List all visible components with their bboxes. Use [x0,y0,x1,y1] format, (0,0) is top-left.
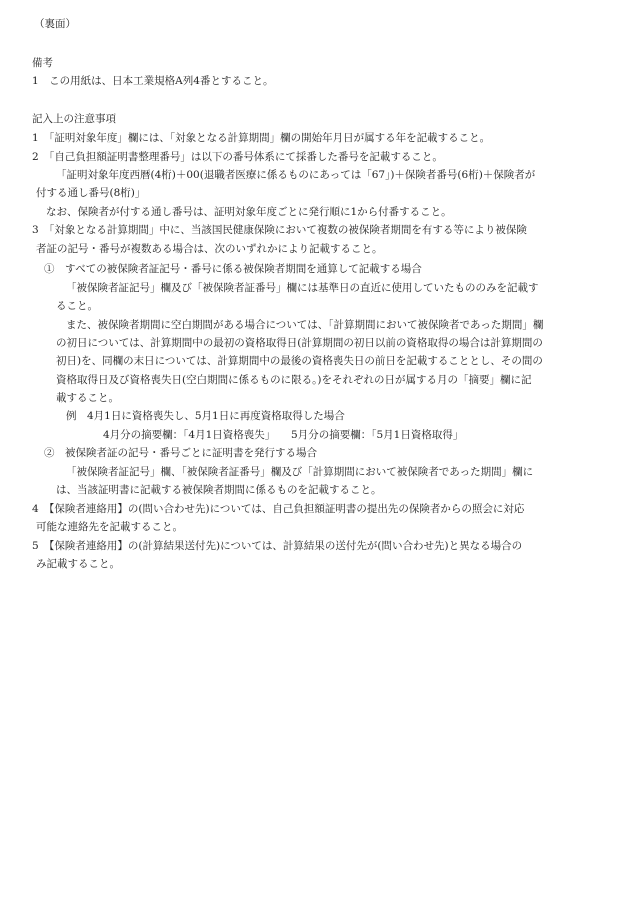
sub-item-1-line-5: 初日)を、同欄の末日については、計算期間中の最後の資格喪失日の前日を記載することとし、その間の [56,355,543,367]
remarks-item-1: 1 この用紙は、日本工業規格A列4番とすること。 [32,75,274,87]
notes-item-2: 2 「自己負担額証明書整理番号」は以下の番号体系にて採番した番号を記載すること。 [32,151,443,163]
notes-item-4: 4 【保険者連絡用】の(問い合わせ先)については、自己負担額証明書の提出先の保険者からの照会に対応 [32,503,525,515]
sub-item-1-line-1: 「被保険者証記号」欄及び「被保険者証番号」欄には基準日の直近に使用していたもののみを記載す [66,282,539,294]
sub-item-1-line-6: 資格取得日及び資格喪失日(空白期間に係るものに限る。)をそれぞれの日が属する月の「摘要」欄に記 [56,374,532,386]
notes-item-4-cont: 可能な連絡先を記載すること。 [36,521,183,533]
notes-item-2-note: なお、保険者が付する通し番号は、証明対象年度ごとに発行順に1から付番すること。 [46,206,452,218]
remarks-heading: 備考 [32,57,53,69]
sub-item-2-line-2: は、当該証明書に記載する被保険者期間に係るものを記載すること。 [56,484,382,496]
notes-item-5: 5 【保険者連絡用】の(計算結果送付先)については、計算結果の送付先が(問い合わせ先)と異なる場合の [32,540,523,552]
example-title: 例 4月1日に資格喪失し、5月1日に再度資格取得した場合 [66,410,345,422]
notes-item-5-cont: み記載すること。 [36,558,120,570]
sub-item-1-line-2: ること。 [56,300,98,312]
sub-item-1-title: ① すべての被保険者証記号・番号に係る被保険者期間を通算して記載する場合 [44,263,422,275]
side-label: （裏面） [34,18,76,30]
sub-item-1-line-7: 載すること。 [56,392,119,404]
sub-item-1-line-3: また、被保険者期間に空白期間がある場合については、「計算期間において被保険者であった期間」欄 [66,319,544,331]
notes-item-3-cont: 者証の記号・番号が複数ある場合は、次のいずれかにより記載すること。 [36,243,383,255]
example-detail: 4月分の摘要欄：「4月1日資格喪失」 5月分の摘要欄：「5月1日資格取得」 [103,429,464,441]
sub-item-2-line-1: 「被保険者証記号」欄、「被保険者証番号」欄及び「計算期間において被保険者であった期間」欄に [66,466,534,478]
notes-item-2-format: 「証明対象年度西暦(4桁)＋00(退職者医療に係るものにあっては「67」)＋保険者番号(6桁)＋保険者が [56,169,536,181]
notes-item-3: 3 「対象となる計算期間」中に、当該国民健康保険において複数の被保険者期間を有する等により被保険 [32,224,527,236]
notes-item-1: 1 「証明対象年度」欄には、「対象となる計算期間」欄の開始年月日が属する年を記載すること。 [32,132,491,144]
notes-item-2-format-cont: 付する通し番号(8桁)」 [36,187,146,199]
sub-item-1-line-4: の初日については、計算期間中の最初の資格取得日(計算期間の初日以前の資格取得の場合は計算期間の [56,337,543,349]
sub-item-2-title: ② 被保険者証の記号・番号ごとに証明書を発行する場合 [44,447,317,459]
notes-heading: 記入上の注意事項 [32,113,116,125]
